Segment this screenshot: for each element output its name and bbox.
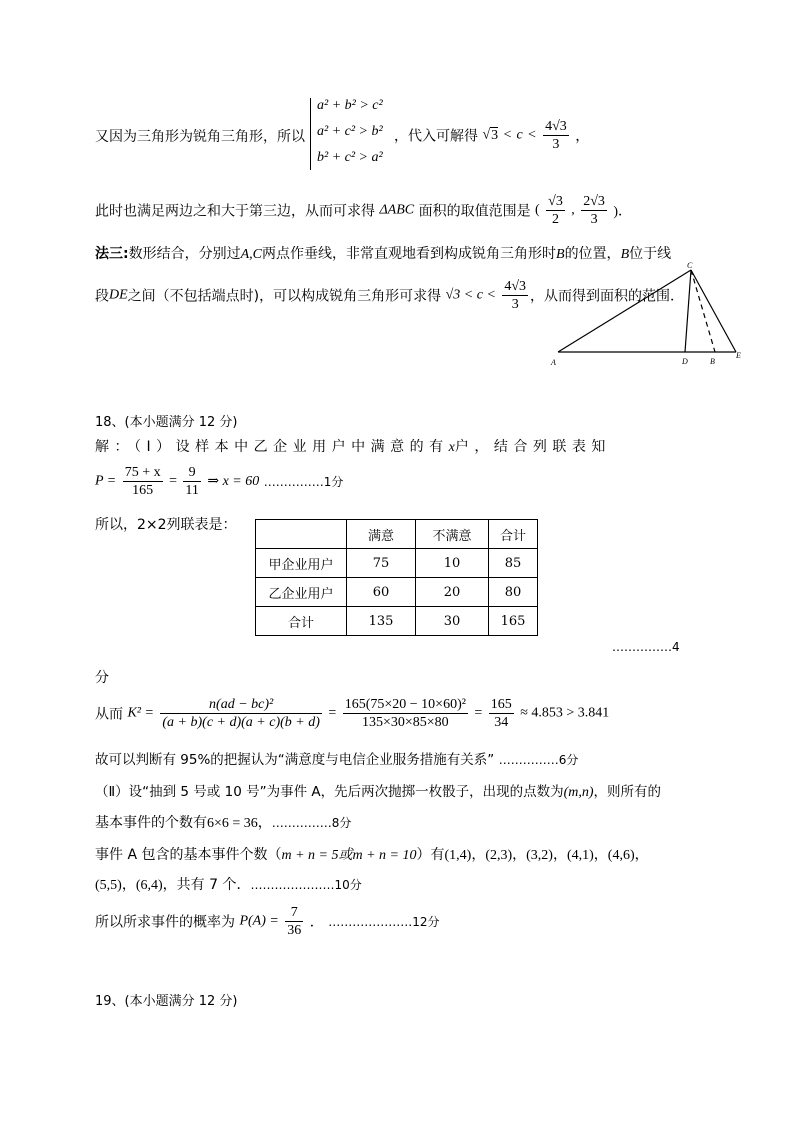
conclusion-line (95, 748, 578, 768)
equals: = (169, 473, 177, 489)
text: ，则所有的 (593, 784, 662, 800)
table-cell: 135 (347, 607, 416, 636)
side-ac (558, 270, 691, 352)
text: 位于线 (629, 246, 672, 262)
text: 又因为三角形为锐角三角形，所以 (95, 129, 305, 145)
table-header-row (256, 520, 538, 549)
table-cell: 10 (416, 549, 489, 578)
range-c-line: ，代入可解得 √3 < c < $\frac{4√3}{3}$ ， (394, 119, 590, 152)
ineq-2: a² + c² > b² (317, 124, 383, 139)
text: 的位置， (564, 246, 621, 262)
part2-line4 (95, 874, 362, 894)
table-header: 不满意 (416, 520, 489, 549)
contingency-table (255, 519, 538, 636)
text: 数形结合，分别过 (128, 246, 241, 262)
paren: ( (535, 202, 540, 218)
total-count: 6×6 = 36 (207, 816, 258, 831)
part2-line3 (95, 844, 649, 864)
text: 两点作垂线，非常直观地看到构成锐角三角形时 (262, 246, 556, 262)
table-cell: 甲企业用户 (256, 549, 347, 578)
point-b: B (556, 247, 565, 262)
dashed-cb (691, 270, 715, 352)
method-label: 法三: (95, 246, 129, 262)
score-mark: ……………1分 (263, 475, 344, 489)
equals: = (328, 705, 337, 721)
part2-line2 (95, 812, 351, 832)
text: 基本事件的个数有 (95, 815, 207, 831)
p-label: P = (95, 473, 117, 489)
punct: ， (575, 128, 590, 145)
label-a: A (551, 358, 556, 367)
fraction: $\frac{9}{11}$ (185, 465, 199, 498)
comma: , (571, 202, 575, 218)
pairs: (5,5)，(6,4) (95, 878, 163, 893)
text: 故可以判断有 95%的把握认为“满意度与电信企业服务措施有关系” (95, 752, 495, 768)
score-mark-4-unit: 分 (95, 670, 109, 686)
fraction: $\frac{165}{34}$ (490, 697, 512, 730)
var-c: c (516, 127, 523, 143)
ineq-1: a² + b² > c² (317, 98, 383, 113)
text: 面积的取值范围是 (418, 203, 531, 220)
q19-title: 19、(本小题满分 12 分) (95, 994, 238, 1009)
score-mark: …………………10分 (250, 878, 362, 892)
text: 所以所求事件的概率为 (95, 914, 235, 931)
table-row (256, 578, 538, 607)
table-header (256, 520, 347, 549)
label-c: C (687, 261, 693, 270)
triangle-abc: ΔABC (379, 202, 415, 218)
p-a-label: P(A) = (239, 913, 279, 929)
text: 户，结合列联表知 (454, 439, 611, 455)
label-d: D (682, 357, 688, 366)
table-cell: 165 (489, 607, 538, 636)
text: 之间（不包括端点时)，可以构成锐角三角形可求得 (127, 288, 442, 305)
text: ，从而得到面积的范围． (530, 288, 685, 305)
pairs: (1,4)，(2,3)，(3,2)，(4,1)，(4,6)， (444, 848, 649, 863)
table-cell: 30 (416, 607, 489, 636)
table-cell: 乙企业用户 (256, 578, 347, 607)
q18-sol-line (95, 436, 611, 456)
condition: m + n = 5或m + n = 10 (281, 848, 417, 863)
inequality: √3 < c < (445, 287, 496, 303)
text: 事件 A 包含的基本事件个数（ (95, 847, 282, 863)
score-mark-4: ……………4 (612, 640, 680, 654)
table-header: 满意 (347, 520, 416, 549)
points-ac: A,C (240, 247, 262, 262)
fraction: $\frac{75 + x}{165}$ (124, 465, 161, 498)
equals: = (474, 705, 483, 721)
pair-mn: (m,n) (563, 785, 594, 800)
k2-equation (95, 696, 609, 731)
table-cell: 60 (347, 578, 416, 607)
fraction: $\frac{4√3}{3}$ (545, 119, 567, 152)
fraction: $\frac{4√3}{3}$ (504, 279, 527, 312)
fraction: $\frac{7}{36}$ (287, 905, 302, 938)
result: ⇒ x = 60 (207, 474, 260, 489)
lt: < (527, 127, 537, 143)
label-b: B (710, 357, 715, 366)
triangle-figure (545, 258, 755, 370)
area-range-line (95, 193, 632, 228)
text: ，共有 7 个． (162, 877, 251, 893)
table-intro: 所以，2×2列联表是： (95, 517, 237, 533)
var-x: x (448, 440, 455, 455)
fraction: $\frac{\text{165(75×20 − 10×60)²}}{135\times 30\times 85\times 80}$ (344, 697, 466, 730)
table-cell: 85 (489, 549, 538, 578)
punct: ． (309, 914, 324, 931)
fraction: $\frac{√3}{2}$ (548, 194, 563, 227)
result: ≈ 4.853 > 3.841 (520, 705, 610, 721)
text: （Ⅱ）设“抽到 5 号或 10 号”为事件 A，先后两次抛掷一枚骰子，出现的点数为 (95, 784, 564, 800)
sqrt-3: 3 (491, 127, 499, 143)
text: 段 (95, 288, 109, 305)
ineq-3: b² + c² > a² (317, 150, 383, 165)
table-header: 合计 (489, 520, 538, 549)
text: ，代入可解得 (394, 128, 478, 145)
fraction: $\frac{2√3}{3}$ (583, 194, 605, 227)
text: ， (257, 815, 272, 831)
perpendicular-cd (685, 270, 691, 352)
table-cell: 20 (416, 578, 489, 607)
part2-line1 (95, 780, 661, 801)
score-mark: …………………12分 (328, 915, 440, 929)
probability-line (95, 904, 439, 939)
lt: < (502, 127, 513, 143)
text: ）有 (416, 847, 445, 863)
table-cell: 80 (489, 578, 538, 607)
text: 从而 (95, 706, 123, 723)
acute-condition-line (95, 126, 305, 146)
score-mark: ……………6分 (498, 753, 579, 767)
score-mark: ……………8分 (271, 816, 352, 830)
k2-label: K² = (127, 705, 154, 721)
table-row (256, 549, 538, 578)
text: 此时也满足两边之和大于第三边，从而可求得 (95, 203, 375, 220)
table-cell: 合计 (256, 607, 347, 636)
q18-title: 18、(本小题满分 12 分) (95, 415, 238, 430)
side-ce (691, 270, 736, 352)
segment-de: DE (109, 287, 128, 303)
fraction: $\frac{\text{n(ad − bc)²}}{(a + b)(c + d)(a + c)(b + d)}$ (162, 697, 320, 730)
label-e: E (736, 351, 741, 360)
p-equation (95, 464, 343, 499)
table-cell: 75 (347, 549, 416, 578)
point-b: B (620, 247, 630, 262)
paren: )． (613, 204, 633, 220)
text: 解：（Ⅰ）设样本中乙企业用户中满意的有 (95, 439, 449, 455)
table-row (256, 607, 538, 636)
